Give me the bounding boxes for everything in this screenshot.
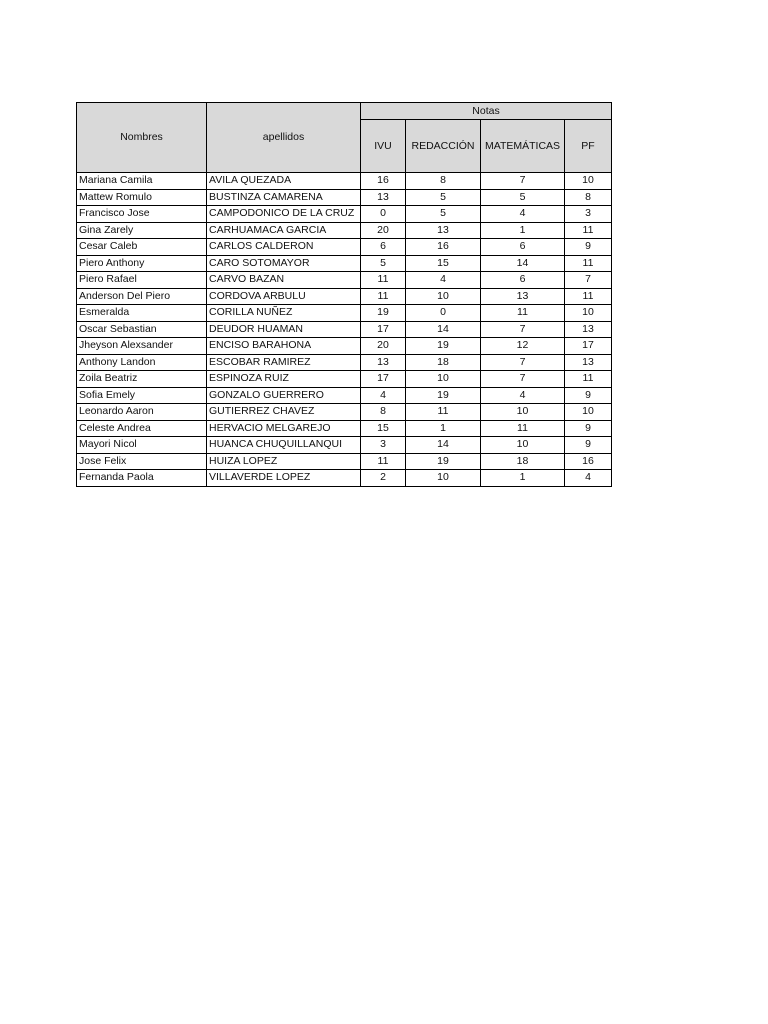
table-row <box>77 338 612 355</box>
cell-pf: 13 <box>565 354 612 371</box>
header-nombres: Nombres <box>77 103 207 173</box>
table-row <box>77 321 612 338</box>
cell-apellidos: CORILLA NUÑEZ <box>207 305 361 322</box>
table-row <box>77 387 612 404</box>
cell-ivu: 13 <box>361 189 406 206</box>
cell-matematicas: 18 <box>481 453 565 470</box>
cell-redaccion: 10 <box>406 470 481 487</box>
cell-nombres: Gina Zarely <box>77 222 207 239</box>
cell-redaccion: 14 <box>406 437 481 454</box>
cell-nombres: Mayori Nicol <box>77 437 207 454</box>
table-row <box>77 173 612 190</box>
cell-matematicas: 7 <box>481 354 565 371</box>
cell-matematicas: 7 <box>481 371 565 388</box>
cell-nombres: Zoila Beatriz <box>77 371 207 388</box>
cell-matematicas: 6 <box>481 272 565 289</box>
cell-apellidos: VILLAVERDE LOPEZ <box>207 470 361 487</box>
cell-redaccion: 19 <box>406 453 481 470</box>
cell-ivu: 20 <box>361 338 406 355</box>
table-row <box>77 404 612 421</box>
cell-apellidos: HUIZA LOPEZ <box>207 453 361 470</box>
cell-redaccion: 5 <box>406 206 481 223</box>
cell-redaccion: 18 <box>406 354 481 371</box>
cell-ivu: 11 <box>361 288 406 305</box>
cell-ivu: 0 <box>361 206 406 223</box>
cell-nombres: Piero Anthony <box>77 255 207 272</box>
cell-ivu: 6 <box>361 239 406 256</box>
cell-pf: 16 <box>565 453 612 470</box>
cell-redaccion: 13 <box>406 222 481 239</box>
cell-pf: 4 <box>565 470 612 487</box>
header-apellidos: apellidos <box>207 103 361 173</box>
cell-pf: 9 <box>565 437 612 454</box>
cell-ivu: 8 <box>361 404 406 421</box>
cell-pf: 10 <box>565 404 612 421</box>
cell-apellidos: AVILA QUEZADA <box>207 173 361 190</box>
cell-nombres: Francisco Jose <box>77 206 207 223</box>
table-row <box>77 239 612 256</box>
cell-matematicas: 6 <box>481 239 565 256</box>
cell-ivu: 11 <box>361 272 406 289</box>
cell-matematicas: 13 <box>481 288 565 305</box>
cell-apellidos: ESPINOZA RUIZ <box>207 371 361 388</box>
table-row <box>77 222 612 239</box>
cell-nombres: Anthony Landon <box>77 354 207 371</box>
cell-apellidos: CORDOVA ARBULU <box>207 288 361 305</box>
cell-ivu: 19 <box>361 305 406 322</box>
table-row <box>77 189 612 206</box>
header-matematicas: MATEMÁTICAS <box>481 120 565 173</box>
cell-matematicas: 10 <box>481 404 565 421</box>
table-row <box>77 272 612 289</box>
cell-pf: 11 <box>565 371 612 388</box>
table-row <box>77 420 612 437</box>
cell-apellidos: BUSTINZA CAMARENA <box>207 189 361 206</box>
cell-apellidos: ENCISO BARAHONA <box>207 338 361 355</box>
cell-pf: 11 <box>565 288 612 305</box>
cell-ivu: 2 <box>361 470 406 487</box>
cell-ivu: 20 <box>361 222 406 239</box>
header-notas: Notas <box>361 103 612 120</box>
cell-apellidos: ESCOBAR RAMIREZ <box>207 354 361 371</box>
cell-pf: 17 <box>565 338 612 355</box>
cell-matematicas: 1 <box>481 470 565 487</box>
cell-pf: 9 <box>565 420 612 437</box>
cell-ivu: 11 <box>361 453 406 470</box>
cell-apellidos: GUTIERREZ CHAVEZ <box>207 404 361 421</box>
cell-redaccion: 15 <box>406 255 481 272</box>
cell-redaccion: 10 <box>406 371 481 388</box>
cell-redaccion: 8 <box>406 173 481 190</box>
table-row <box>77 371 612 388</box>
cell-nombres: Jheyson Alexsander <box>77 338 207 355</box>
cell-pf: 10 <box>565 305 612 322</box>
cell-nombres: Piero Rafael <box>77 272 207 289</box>
cell-ivu: 3 <box>361 437 406 454</box>
cell-pf: 9 <box>565 239 612 256</box>
cell-pf: 13 <box>565 321 612 338</box>
cell-ivu: 16 <box>361 173 406 190</box>
table-row <box>77 288 612 305</box>
table-row <box>77 255 612 272</box>
cell-nombres: Esmeralda <box>77 305 207 322</box>
cell-redaccion: 19 <box>406 338 481 355</box>
cell-matematicas: 7 <box>481 173 565 190</box>
cell-ivu: 15 <box>361 420 406 437</box>
cell-nombres: Cesar Caleb <box>77 239 207 256</box>
cell-matematicas: 11 <box>481 420 565 437</box>
cell-matematicas: 5 <box>481 189 565 206</box>
cell-apellidos: HUANCA CHUQUILLANQUI <box>207 437 361 454</box>
table-row <box>77 470 612 487</box>
table-row <box>77 453 612 470</box>
cell-matematicas: 10 <box>481 437 565 454</box>
cell-apellidos: GONZALO GUERRERO <box>207 387 361 404</box>
cell-apellidos: CARHUAMACA GARCIA <box>207 222 361 239</box>
cell-pf: 11 <box>565 255 612 272</box>
cell-redaccion: 19 <box>406 387 481 404</box>
cell-matematicas: 12 <box>481 338 565 355</box>
cell-apellidos: CARO SOTOMAYOR <box>207 255 361 272</box>
cell-apellidos: CARVO BAZAN <box>207 272 361 289</box>
cell-pf: 10 <box>565 173 612 190</box>
cell-pf: 11 <box>565 222 612 239</box>
header-ivu: IVU <box>361 120 406 173</box>
cell-ivu: 4 <box>361 387 406 404</box>
cell-redaccion: 4 <box>406 272 481 289</box>
cell-redaccion: 10 <box>406 288 481 305</box>
cell-matematicas: 4 <box>481 387 565 404</box>
cell-nombres: Celeste Andrea <box>77 420 207 437</box>
cell-apellidos: HERVACIO MELGAREJO <box>207 420 361 437</box>
cell-redaccion: 14 <box>406 321 481 338</box>
cell-redaccion: 11 <box>406 404 481 421</box>
table-row <box>77 437 612 454</box>
header-redaccion: REDACCIÓN <box>406 120 481 173</box>
cell-pf: 7 <box>565 272 612 289</box>
cell-redaccion: 1 <box>406 420 481 437</box>
table-row <box>77 206 612 223</box>
cell-matematicas: 4 <box>481 206 565 223</box>
cell-ivu: 17 <box>361 371 406 388</box>
header-pf: PF <box>565 120 612 173</box>
cell-matematicas: 7 <box>481 321 565 338</box>
cell-matematicas: 1 <box>481 222 565 239</box>
cell-pf: 9 <box>565 387 612 404</box>
cell-nombres: Leonardo Aaron <box>77 404 207 421</box>
cell-nombres: Jose Felix <box>77 453 207 470</box>
cell-pf: 3 <box>565 206 612 223</box>
cell-nombres: Oscar Sebastian <box>77 321 207 338</box>
cell-apellidos: CAMPODONICO DE LA CRUZ <box>207 206 361 223</box>
table-row <box>77 305 612 322</box>
cell-nombres: Mattew Romulo <box>77 189 207 206</box>
cell-matematicas: 14 <box>481 255 565 272</box>
cell-apellidos: DEUDOR HUAMAN <box>207 321 361 338</box>
cell-pf: 8 <box>565 189 612 206</box>
cell-redaccion: 0 <box>406 305 481 322</box>
table-row <box>77 354 612 371</box>
cell-apellidos: CARLOS CALDERON <box>207 239 361 256</box>
cell-redaccion: 16 <box>406 239 481 256</box>
cell-ivu: 17 <box>361 321 406 338</box>
cell-ivu: 5 <box>361 255 406 272</box>
cell-nombres: Sofia Emely <box>77 387 207 404</box>
cell-nombres: Anderson Del Piero <box>77 288 207 305</box>
cell-matematicas: 11 <box>481 305 565 322</box>
cell-nombres: Fernanda Paola <box>77 470 207 487</box>
cell-nombres: Mariana Camila <box>77 173 207 190</box>
grades-table <box>76 102 612 487</box>
cell-ivu: 13 <box>361 354 406 371</box>
cell-redaccion: 5 <box>406 189 481 206</box>
